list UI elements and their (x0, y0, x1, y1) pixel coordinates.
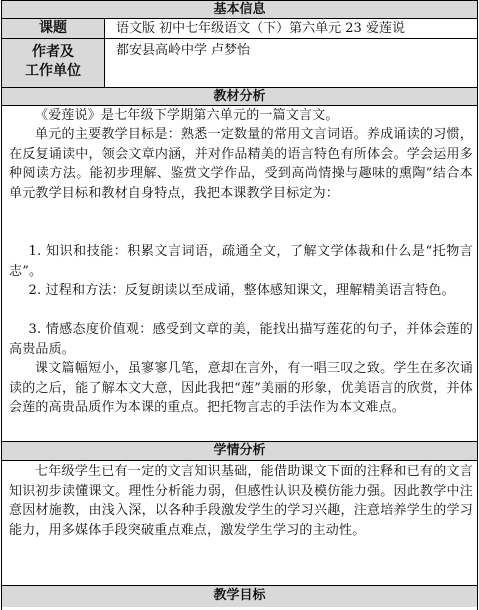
lesson-plan-table (1, 0, 478, 610)
author-label-line1: 作者及 (32, 44, 74, 60)
textbook-paragraph: 课文篇幅短小，虽寥寥几笔，意却在言外，有一唱三叹之致。学生在多次诵读的之后，能了解本文大意，因此我把“莲”美丽的形象，优美语言的欣赏，并体会莲的高贵品质作为本课的重点。把托物言志的手法作为本文难点。 (9, 361, 473, 415)
textbook-paragraph: 3. 情感态度价值观：感受到文章的美，能找出描写莲花的句子，并体会莲的高贵品质。 (9, 322, 473, 357)
topic-label: 课题 (2, 19, 105, 38)
textbook-paragraph: 《爱莲说》是七年级下学期第六单元的一篇文言文。 (35, 108, 339, 123)
textbook-paragraph: 单元的主要教学目标是：熟悉一定数量的常用文言词语。养成诵读的习惯，在反复诵读中，领会文章内涵，并对作品精美的语言特色有所体会。学会运用多种阅读方法。能初步理解、鉴赏文学作品，受到高尚情操与趣味的熏陶”结合本单元教学目标和教材自身特点，我把本课教学目标定为： (9, 127, 473, 201)
textbook-paragraph: 1. 知识和技能：积累文言词语，疏通全文，了解文学体裁和什么是“托物言志”。 (9, 244, 473, 279)
student-analysis-paragraph: 七年级学生已有一定的文言知识基础，能借助课文下面的注释和已有的文言知识初步读懂课文。理性分析能力弱，但感性认识及模仿能力强。因此教学中注意因材施教，由浅入深，以各种手段激发学生的学习兴趣，注意培养学生的学习能力，用多媒体手段突破重点难点，激发学生学习的主动性。 (9, 464, 473, 538)
basic-info-header: 基本信息 (2, 1, 477, 19)
textbook-paragraph: 2. 过程和方法：反复朗读以至成诵，整体感知课文，理解精美语言特色。 (28, 283, 455, 298)
teaching-goals-header: 教学目标 (2, 586, 477, 607)
author-label-line2: 工作单位 (25, 63, 81, 79)
textbook-analysis-header: 教材分析 (2, 88, 477, 106)
student-analysis-header: 学情分析 (2, 442, 477, 461)
author-value: 都安县高岭中学 卢梦怡 (116, 43, 251, 58)
author-label (2, 39, 105, 87)
topic-value: 语文版 初中七年级语文（下）第六单元 23 爱莲说 (116, 21, 405, 36)
